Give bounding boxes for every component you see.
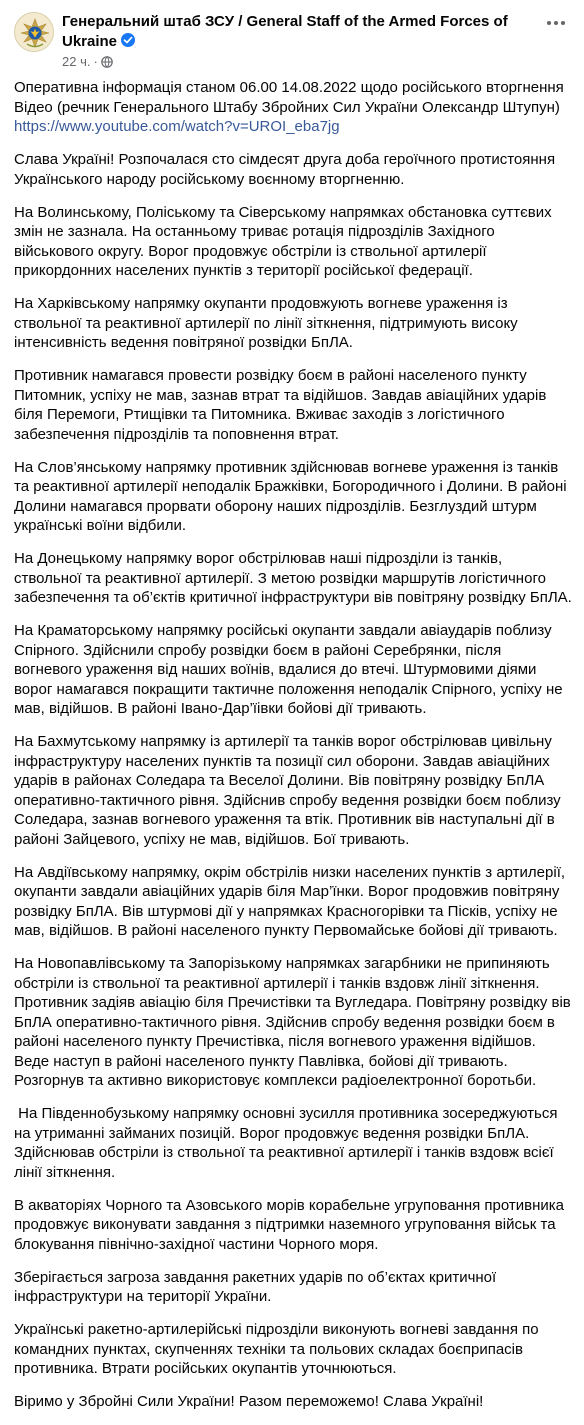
post-intro <box>14 78 572 137</box>
page-name-link[interactable] <box>62 12 532 52</box>
post-paragraph: На Південнобузькому напрямку основні зусилля противника зосереджуються на утриманні займаних позицій. Ворог продовжує ведення розвідки БпЛА. Здійснював обстріли із ствольної та реактивної артилерії і танків вздовж всієї лінії зіткнення. <box>14 1105 562 1181</box>
post-paragraph: В акваторіях Чорного та Азовського морів корабельне угруповання противника продовжує виконувати завдання з підтримки наземного угруповання військ та блокування північно-західної частини Чорного моря. <box>14 1196 565 1253</box>
more-options-button[interactable] <box>542 14 570 34</box>
post-paragraph: Віримо у Збройні Сили України! Разом переможемо! Слава Україні! <box>14 1393 484 1410</box>
post-timestamp[interactable]: 22 ч. <box>62 54 91 69</box>
intro-line-2: Відео (речник Генерального Штабу Збройних Сил України Олександр Штупун) <box>14 98 560 116</box>
globe-icon[interactable] <box>101 56 113 68</box>
meta-separator: · <box>93 54 98 69</box>
post-paragraph: Противник намагався провести розвідку боєм в районі населеного пункту Питомник, успіху не мав, зазнав втрат та відійшов. Завдав авіаційних ударів біля Перемоги, Ртищівки та Питомника. Вживає заходів з логістичного забезпечення підрозділів та поповнення втрат. <box>14 367 547 443</box>
intro-line-1: Оперативна інформація станом 06.00 14.08.2022 щодо російського вторгнення <box>14 79 564 96</box>
page-avatar[interactable] <box>14 12 54 52</box>
post-paragraph: На Волинському, Поліському та Сіверському напрямках обстановка суттєвих змін не зазнала. На останньому триває ротація підрозділів Західного військового округу. Ворог продовжує обстріли із ствольної артилерії прикордонних населених пунктів з території російської федерації. <box>14 203 552 279</box>
post-paragraph: На Бахмутському напрямку із артилерії та танків ворог обстрілював цивільну інфраструктуру населених пунктів та позиції сил оборони. Завдав авіаційних ударів в районах Соледара та Веселої Долини. Вів повітряну розвідку БпЛА оперативно-тактичного рівня. Здійснив спробу ведення розвідки боєм поблизу Соледара, зазнав вогневого ураження та втік. Противник вів наступальні дії в районі Зайцевого, успіху не мав, відійшов. Бої тривають. <box>14 733 561 848</box>
post-paragraph: На Краматорському напрямку російські окупанти завдали авіаударів поблизу Спірного. Здійснили спробу розвідки боєм в районі Серебрянки, після вогневого ураження від наших воїнів, вдалися до втечі. Штурмовими діями ворог намагався покращити тактичне положення неподалік Спірного, успіху не мав, відійшов. В районі Івано-Дар’їівки бойові дії тривають. <box>14 622 563 717</box>
page-name-text: Генеральний штаб ЗСУ / General Staff of the Armed Forces of Ukraine <box>62 13 508 50</box>
post-meta <box>62 54 113 70</box>
post-paragraph: На Авдіївському напрямку, окрім обстрілів низки населених пунктів з артилерії, окупанти завдали авіаційних ударів біля Мар’їнки. Ворог продовжив повітряну розвідку БпЛА. Вів штурмові дії у напрямках Красногорівки та Піскiв, успіху не мав, відійшов. В районі населеного пункту Первомайське бойові дії тривають. <box>14 863 566 939</box>
post-paragraph: На Харківському напрямку окупанти продовжують вогневе ураження із ствольної та реактивної артилерії по лінії зіткнення, підтримують високу інтенсивність ведення повітряної розвідки БпЛА. <box>14 295 518 351</box>
post-paragraph: Зберігається загроза завдання ракетних ударів по об’єктах критичної інфраструктури на території України. <box>14 1268 497 1305</box>
post-paragraph: На Слов’янському напрямку противник здійснював вогневе ураження із танків та реактивної артилерії неподалік Бражківки, Богородичного і Долини. В районі Долини намагався прорвати оборону наших підрозділів. Безглуздий штурм українські воїни відбили. <box>14 458 567 534</box>
video-link[interactable]: https://www.youtube.com/watch?v=UROI_eba7jg <box>14 118 340 135</box>
post-paragraph: На Новопавлівському та Запорізькому напрямках загарбники не припиняють обстріли із ствольної та реактивної артилерії і танків вздовж лінії зіткнення. Противник задіяв авіацію біля Пречистівки та Вугледара. Повітряну розвідку вів БпЛА оперативно-тактичного рівня. Здійснив спробу ведення розвідки боєм в районі населеного пункту Пречистівка, після вогневого ураження відійшов. Веде наступ в районі населеного пункту Павлівка, бойові дії тривають. Розгорнув та активно використовує комплекси радіоелектронної боротьби. <box>14 955 571 1089</box>
post-header <box>14 12 570 68</box>
post-paragraph: Українські ракетно-артилерійські підрозділи виконують вогневі завдання по командних пунктах, скупченнях техніки та польових складах боєприпасів противника. Втрати російських окупантів уточнюються. <box>14 1321 539 1377</box>
more-options-icon <box>546 20 566 26</box>
verified-badge-icon <box>121 33 135 47</box>
post-paragraph: Слава Україні! Розпочалася сто сімдесят друга доба героїчного протистояння Українського народу російському воєнному вторгненню. <box>14 151 556 188</box>
emblem-icon <box>15 13 54 52</box>
post-text <box>14 78 572 1425</box>
post-paragraph: На Донецькому напрямку ворог обстрілював наші підрозділи із танків, ствольної та реактивної артилерії. З метою розвідки маршрутів логістичного забезпечення та об’єктів критичної інфраструктури вів повітряну розвідку БпЛА. <box>14 550 572 606</box>
